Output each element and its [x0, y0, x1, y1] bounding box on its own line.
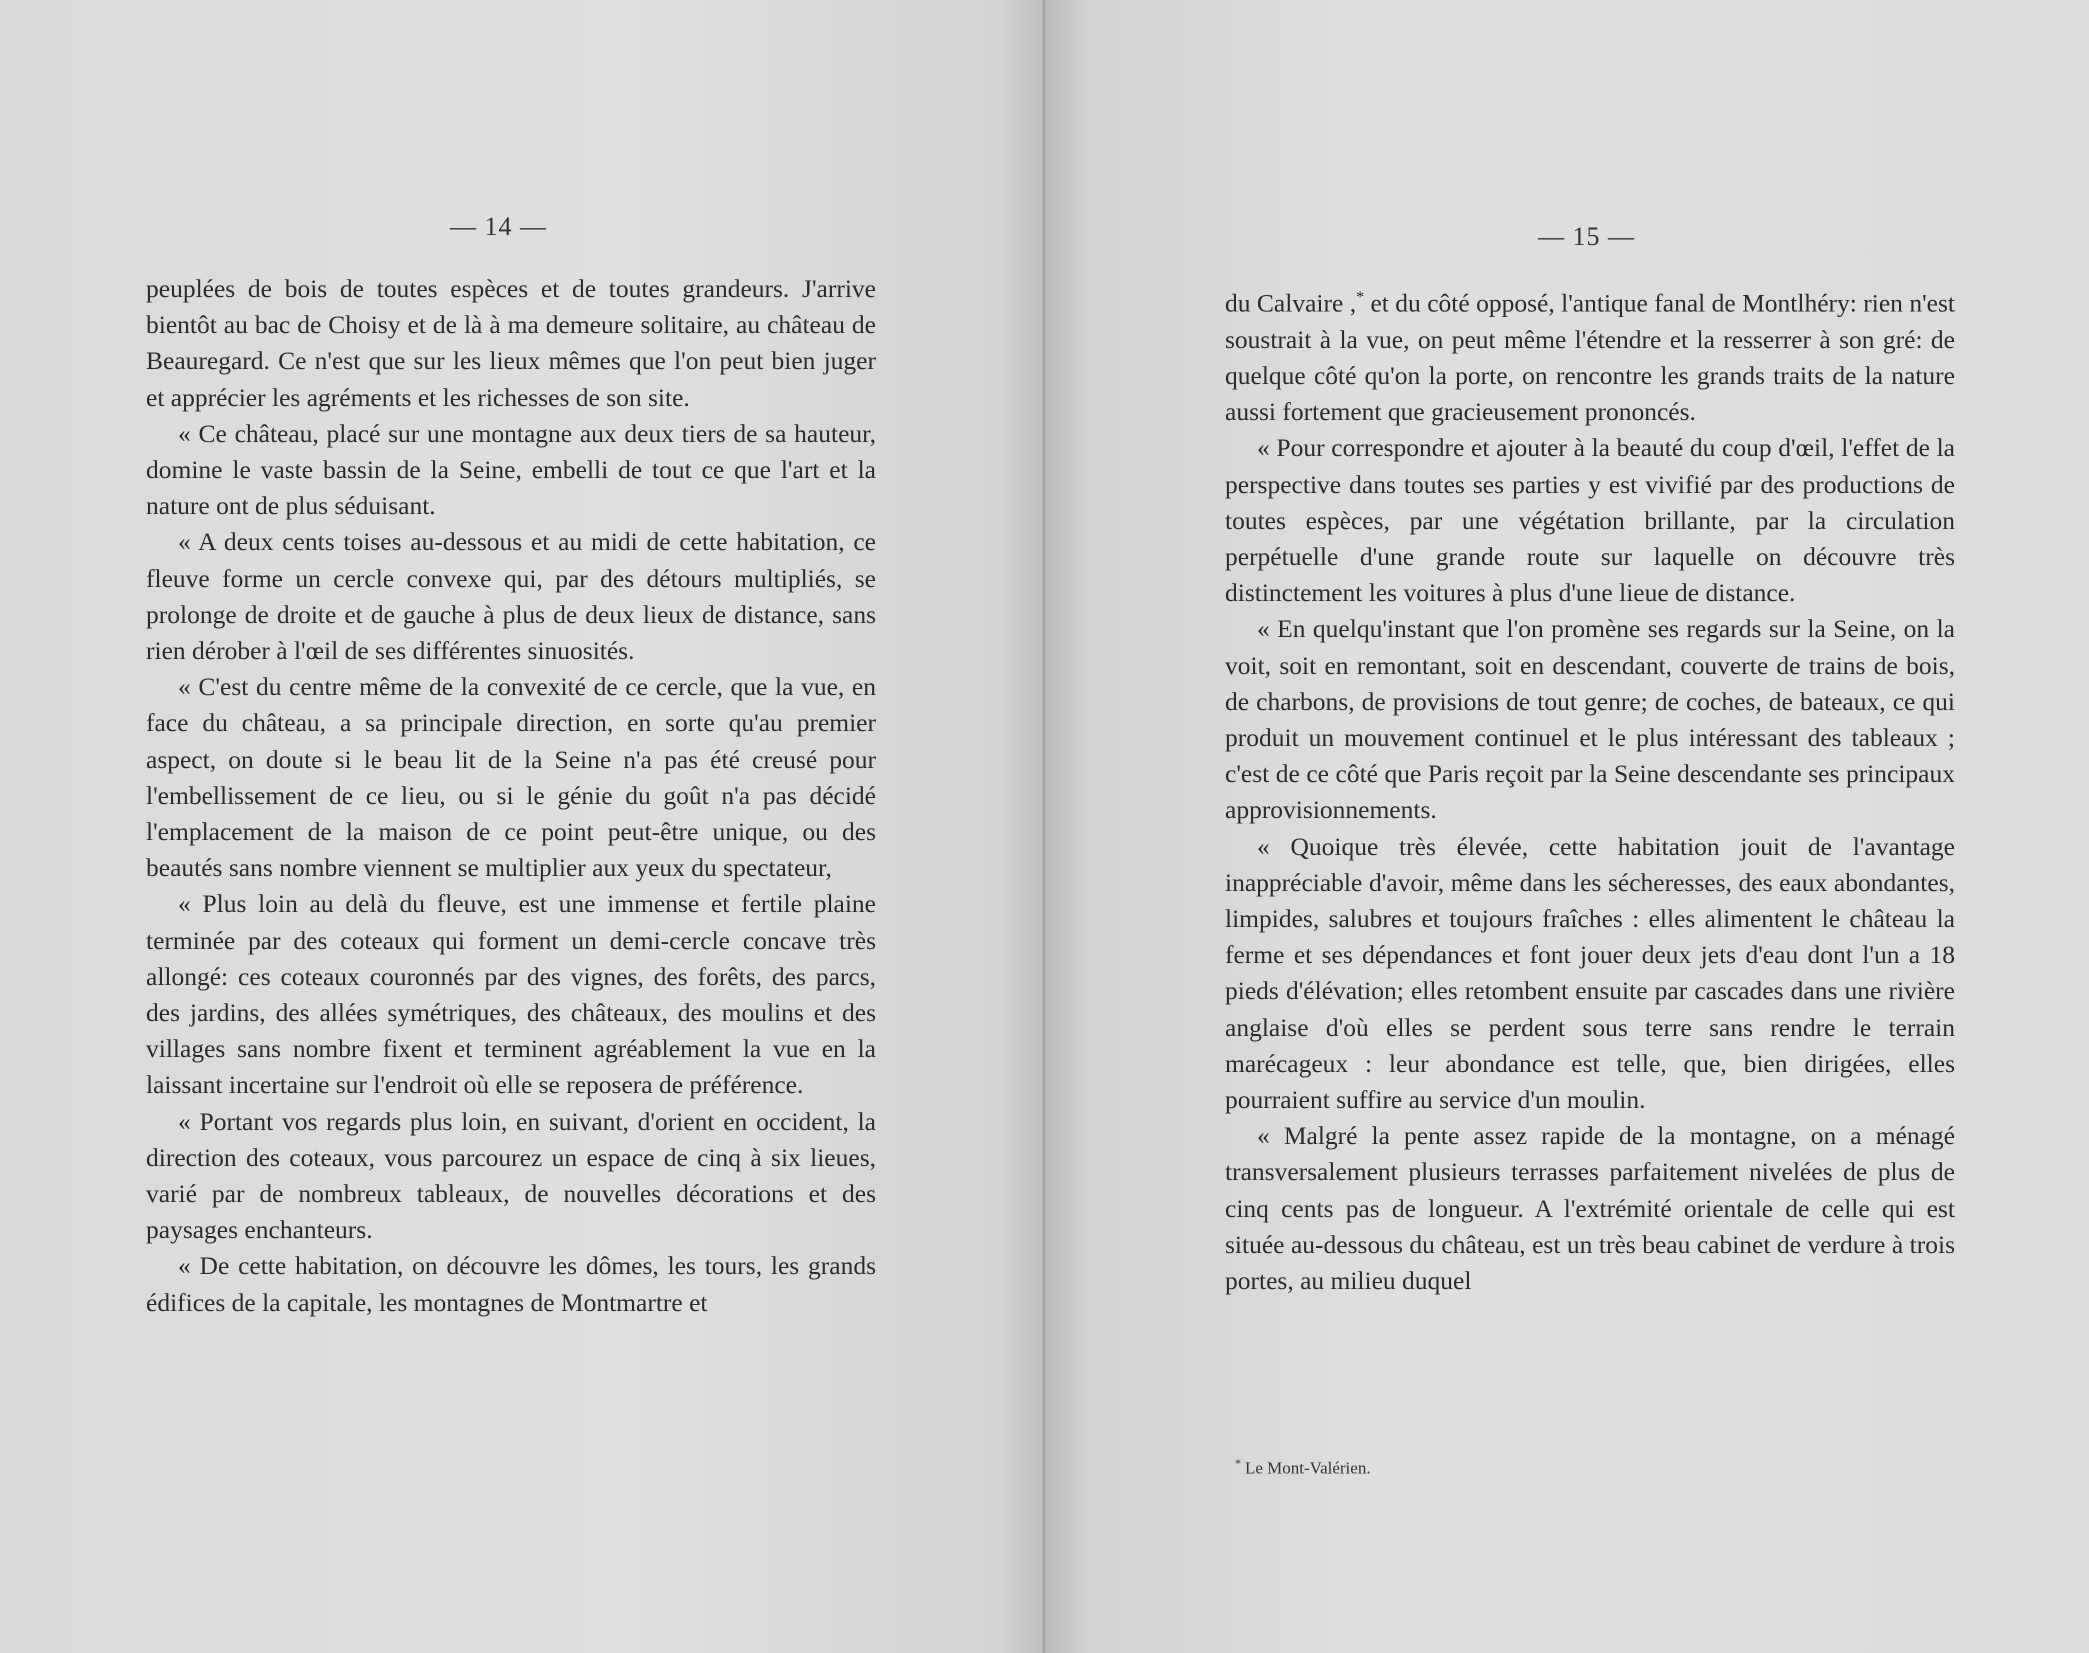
left-page-text [146, 271, 876, 1321]
paragraph: « Malgré la pente assez rapide de la montagne, on a ménagé transversalement plusieurs terrasses parfaitement nivelées de plus de cinq cents pas de longueur. A l'extrémité orientale de celle qui est située au-dessous du château, est un très beau cabinet de verdure à trois portes, au milieu duquel [1225, 1121, 1955, 1295]
paragraph: « En quelqu'instant que l'on promène ses regards sur la Seine, on la voit, soit en remontant, soit en descendant, couverte de trains de bois, de charbons, de provisions de tout genre; de coches, de bateaux, ce qui produit un mouvement continuel et le plus intéressant des tableaux ; c'est de ce côté que Paris reçoit par la Seine descendante ses principaux approvisionnements. [1225, 614, 1955, 825]
paragraph: « Pour correspondre et ajouter à la beauté du coup d'œil, l'effet de la perspective dans toutes ses parties y est vivifié par des productions de toutes espèces, par une végétation brillante, par la circulation perpétuelle d'une grande route sur laquelle on découvre très distinctement les voitures à plus d'une lieue de distance. [1225, 433, 1955, 608]
paragraph: « A deux cents toises au-dessous et au midi de cette habitation, ce fleuve forme un cercle convexe qui, par des détours multipliés, se prolonge de droite et de gauche à plus de deux lieux de distance, sans rien dérober à l'œil de ses différentes sinuosités. [146, 527, 876, 666]
footnote-reference: * [1356, 289, 1365, 306]
right-page [1045, 0, 2089, 1653]
page-number-14: — 14 — [450, 212, 547, 241]
paragraph: « De cette habitation, on découvre les dômes, les tours, les grands édifices de la capitale, les montagnes de Montmartre et [146, 1251, 876, 1317]
footnote [1235, 1456, 1371, 1479]
text-fragment: du Calvaire , [1225, 288, 1357, 318]
paragraph: « Ce château, placé sur une montagne aux deux tiers de sa hauteur, domine le vaste bassin de la Seine, embelli de tout ce que l'art et la nature ont de plus séduisant. [146, 418, 876, 521]
paragraph: peuplées de bois de toutes espèces et de toutes grandeurs. J'arrive bientôt au bac de Choisy et de là à ma demeure solitaire, au château de Beauregard. Ce n'est que sur les lieux mêmes que l'on peut bien juger et apprécier les agréments et les richesses de son site. [146, 274, 876, 412]
paragraph: « C'est du centre même de la convexité de ce cercle, que la vue, en face du château, a sa principale direction, en sorte qu'au premier aspect, on doute si le beau lit de la Seine n'a pas été creusé pour l'embellissement de ce lieu, ou si le génie du goût n'a pas décidé l'emplacement de la maison de ce point peut-être unique, ou des beautés sans nombre viennent se multiplier aux yeux du spectateur, [146, 672, 876, 883]
page-number-15: — 15 — [1538, 222, 1635, 251]
paragraph: « Quoique très élevée, cette habitation jouit de l'avantage inappréciable d'avoir, même dans les sécheresses, des eaux abondantes, limpides, salubres et toujours fraîches : elles alimentent le château la ferme et ses dépendances et font jouer deux jets d'eau dont l'un a 18 pieds d'élévation; elles retombent ensuite par cascades dans une rivière anglaise d'où elles se perdent sous terre sans rendre le terrain marécageux : leur abondance est telle, que, bien dirigées, elles pourraient suffire au service d'un moulin. [1225, 831, 1955, 1114]
footnote-marker: * [1235, 1456, 1241, 1470]
paragraph: « Plus loin au delà du fleuve, est une immense et fertile plaine terminée par des coteaux qui forment un demi-cercle concave très allongé: ces coteaux couronnés par des vignes, des forêts, des parcs, des jardins, des allées symétriques, des châteaux, des moulins et des villages sans nombre fixent et terminent agréablement la vue en la laissant incertaine sur l'endroit où elle se reposera de préférence. [146, 889, 876, 1100]
paragraph: « Portant vos regards plus loin, en suivant, d'orient en occident, la direction des coteaux, vous parcourez un espace de cinq à six lieues, varié par de nombreux tableaux, de nouvelles décorations et des paysages enchanteurs. [146, 1106, 876, 1245]
paragraph [1225, 280, 1955, 430]
footnote-text: Le Mont-Valérien. [1245, 1458, 1371, 1478]
right-page-text [1225, 280, 1955, 1299]
text-fragment: et du côté opposé, l'antique fanal de Montlhéry: rien n'est soustrait à la vue, on peut même l'étendre et la resserrer à son gré: de quelque côté qu'on la porte, on rencontre les grands traits de la nature aussi fortement que gracieusement prononcés. [1225, 288, 1956, 427]
